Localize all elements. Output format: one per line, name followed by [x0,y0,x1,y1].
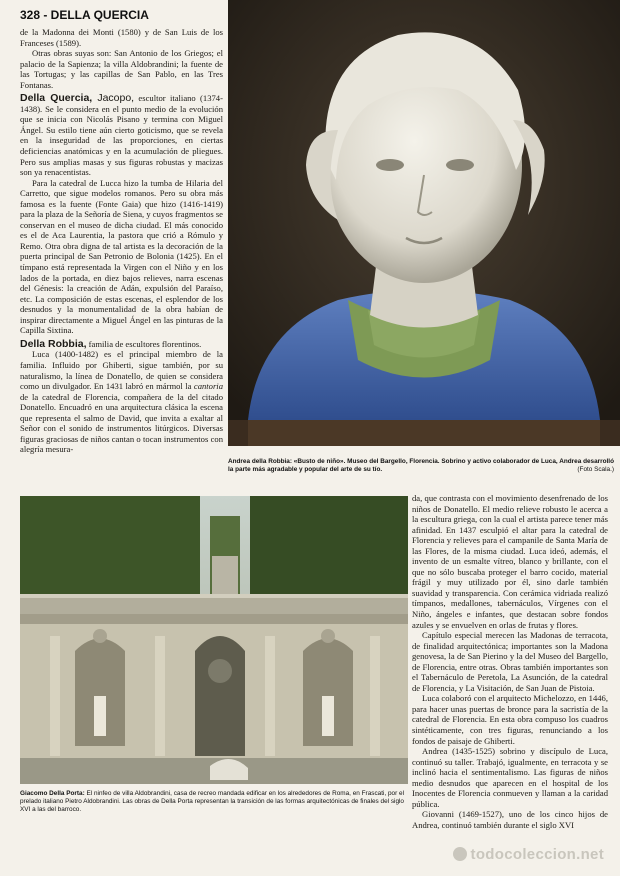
paragraph: Andrea (1435-1525) sobrino y discípulo de Luca, continuó su taller. Trabajó, igualmente, en terracota y se inclinó hacia el sentimentalismo. Las figuras de niños medio desnudos que aparecen en el hospital de los Inocentes de Florencia conmueven y llaman a la caridad pública. [412,746,608,809]
text-column-top [20,27,223,455]
paragraph: Para la catedral de Lucca hizo la tumba de Hilaria del Carretto, que sigue modelos romanos. Pero su obra más famosa es la fuente (Fonte Gaia) que hizo (1416-1419) para la plaza de la Señoría de Siena, y cuyos fragmentos se conservan en el museo de dicha ciudad. El más conocido es el de Aca Laurentia, la pastora que crió a Rómulo y Remo. Otra obra digna de tal artista es la decoración de la puerta principal de San Petronio de Bolonia (1425). En el tímpano está representada la Virgen con el Niño y en los lados de la portada, en diez bajos relieves, narra escenas del Génesis: la creación de Adán, expulsión del Paraíso, etc. La composición de estas escenas, el esplendor de los desnudos y la monumentalidad de la obra habían de inspirar directamente a Miguel Ángel en las pinturas de la Capilla Sixtina. [20,177,223,336]
paragraph: Capítulo especial merecen las Madonas de terracota, de finalidad arquitectónica; importantes son la Madona genovesa, la de San Pierino y la del Museo del Bargello, de Florencia, entre otras. Obras también importantes son el Tabernáculo de Peretola, La Asunción, de la catedral de Florencia, y La Visitación, de San Juan de Pistoia. [412,630,608,693]
watermark-logo-icon [453,847,467,861]
caption-villa [20,790,404,814]
running-head: 328 - DELLA QUERCIA [20,8,149,22]
entry-firstname: Jacopo, [92,92,135,105]
photo-villa-aldobrandini [20,496,408,784]
paragraph: de la Madonna dei Monti (1580) y de San Luis de los Franceses (1589). [20,27,223,48]
entry-della-quercia [20,93,223,177]
entry-headword: Della Quercia, [20,92,93,105]
caption-bust [228,458,614,474]
photo-bust-of-child [228,0,620,446]
villa-illustration [20,496,408,784]
entry-della-robbia [20,339,223,350]
italic-term: cantoria [193,381,223,392]
text-run: de la catedral de Florencia, compañera de la del citado Donatello. Encuadró en una arquitectura clásica la escena que representa el salmo de David, que invita a exaltar al Señor con el sonido de instrumentos litúrgicos. Diversas figuras graciosas de niños cantan o tocan instrumentos con alegría mesura- [20,391,223,455]
photo-credit: (Foto Scala.) [577,466,614,473]
entry-headword: Della Robbia, [20,337,87,350]
paragraph [20,349,223,454]
caption-bold-text: Andrea della Robbia: «Busto de niño». Museo del Bargello, Florencia. Sobrino y activo colaborador de Luca, Andrea desarrolló la parte más agradable y popular del arte de su tío. [228,458,614,473]
text-column-right [412,493,608,831]
caption-artist-name: Giacomo Della Porta: [20,790,85,797]
caption-text: El ninfeo de villa Aldobrandini, casa de recreo mandada edificar en los alrededores de Roma, en Frascati, por el prelado italiano Pietro Aldobrandini. Las obras de Della Porta representan la transición de las formas arquitectónicas de finales del siglo XVI a las del barroco. [20,790,404,813]
paragraph: Luca colaboró con el arquitecto Michelozzo, en 1446, para hacer unas puertas de bronce para la sacristía de la catedral de Florencia. En esta obra compuso los cuadros sintéticamente, con tres figuras, renunciando a los fondos de paisaje de Ghiberti. [412,693,608,746]
entry-text: escultor italiano (1374-1438). Se le considera en el punto medio de la evolución que se inicia con Nicolás Pisano y termina con Miguel Ángel. Su estilo tiene aún cierto goticismo, que se revela en la inseguridad de las proporciones, en ciertas deficiencias anatómicas y en la acumulación de pliegues. Pero sus amplias masas y sus figuras robustas y macizas son ya renacentistas. [20,93,223,178]
watermark-text: todocoleccion.net [470,846,604,863]
paragraph: Otras obras suyas son: San Antonio de los Griegos; el palacio de la Sapienza; la villa Aldobrandini; la fuente de las Tortugas; y las capillas de San Pablo, en las Tres Fontanas. [20,48,223,90]
entry-text: familia de escultores florentinos. [86,338,202,349]
watermark [453,846,604,863]
paragraph: Giovanni (1469-1527), uno de los cinco hijos de Andrea, continuó también durante el siglo XVI [412,809,608,830]
paragraph: da, que contrasta con el movimiento desenfrenado de los niños de Donatello. El medio relieve robusto le acerca a la escultura griega, con la cual el artista parece tener más afinidad. En 1437 esculpió el altar para la catedral de Florencia y relieves para el campanile de Santa María de las Flores, de la misma ciudad. Luca ideó, además, el invento de un esmalte vítreo, blanco y brillante, con el que no sólo buscaba proteger el barro cocido, material frágil y muy utilizado por él, sino darle también suavidad y transparencia. Con cerámica vidriada realizó tímpanos, medallones, tabernáculos, Vírgenes con el Niño, ángeles e infantes, que destacan sobre fondos azules y se envuelven en orlas de frutas y flores. [412,493,608,630]
text-run: Luca (1400-1482) es el principal miembro de la familia. Influido por Ghiberti, sigue también, por su naturalismo, la línea de Donatello, de quien se considera como un divulgador. En 1431 labró en mármol la [20,349,223,392]
bust-illustration [228,0,620,446]
